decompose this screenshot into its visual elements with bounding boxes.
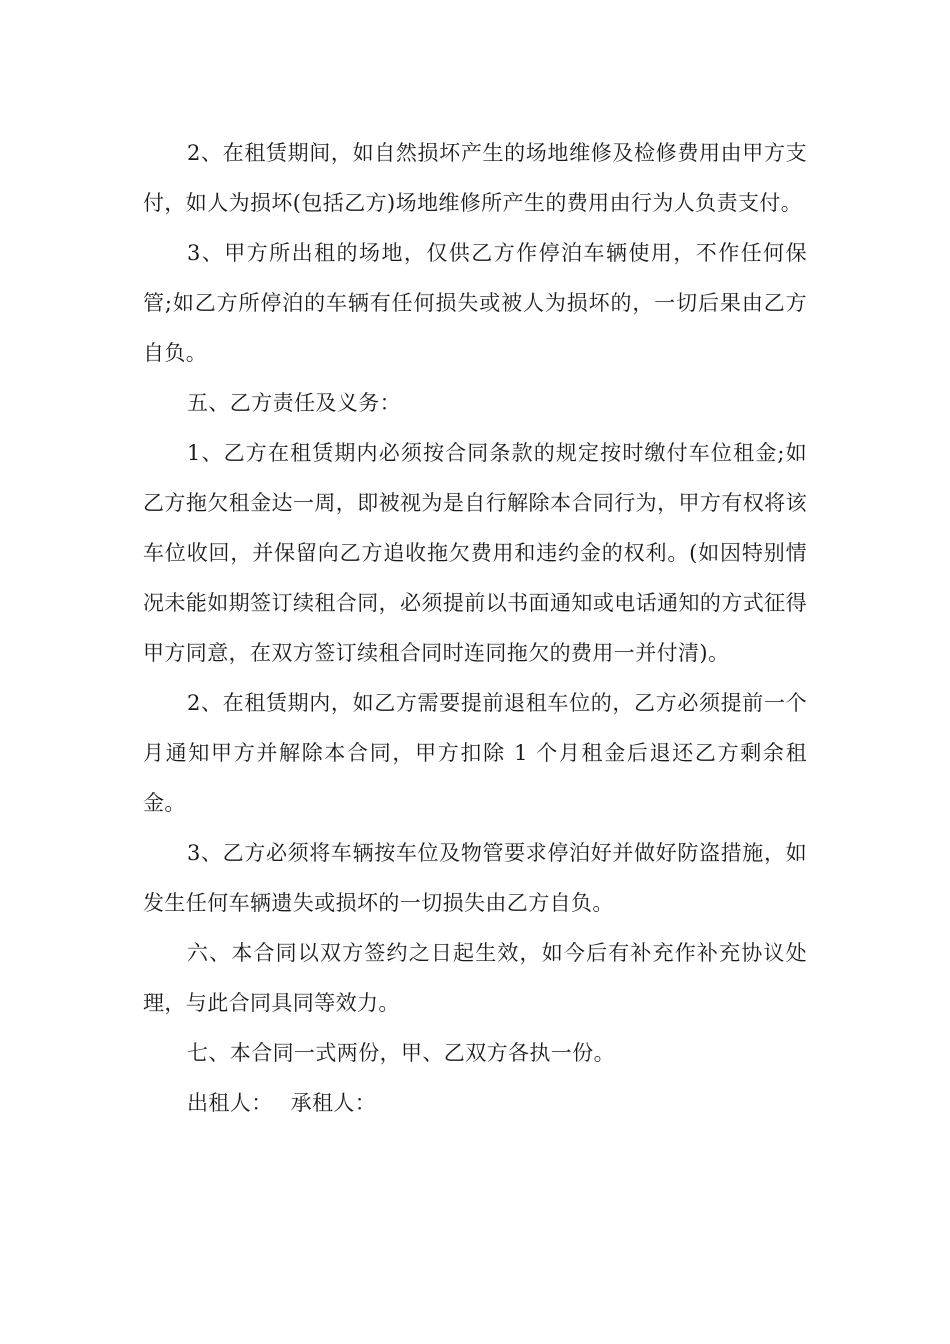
clause-copies: 七、本合同一式两份，甲、乙双方各执一份。	[187, 1041, 615, 1065]
contract-body	[143, 128, 807, 1128]
clause-damage-repair: 2、在租赁期间，如自然损坏产生的场地维修及检修费用由甲方支付，如人为损坏(包括乙方)场地维修所产生的费用由行为人负责支付。	[143, 141, 807, 215]
clause-rent-payment: 1、乙方在租赁期内必须按合同条款的规定按时缴付车位租金;如乙方拖欠租金达一周，即被视为是自行解除本合同行为，甲方有权将该车位收回，并保留向乙方追收拖欠费用和违约金的权利。(如因特别情况未能如期签订续租合同，必须提前以书面通知或电话通知的方式征得甲方同意，在双方签订续租合同时连同拖欠的费用一并付清)。	[143, 441, 807, 665]
clause-anti-theft: 3、乙方必须将车辆按车位及物管要求停泊好并做好防盗措施，如发生任何车辆遗失或损坏的一切损失由乙方自负。	[143, 841, 807, 915]
lessee-label: 承租人：	[290, 1091, 377, 1115]
clause-parking-use: 3、甲方所出租的场地，仅供乙方作停泊车辆使用，不作任何保管;如乙方所停泊的车辆有任何损失或被人为损坏的，一切后果由乙方自负。	[143, 241, 807, 365]
clause-effective-date: 六、本合同以双方签约之日起生效，如今后有补充作补充协议处理，与此合同具同等效力。	[143, 941, 807, 1015]
section-heading-lessee-duties: 五、乙方责任及义务：	[187, 391, 401, 415]
signature-line	[143, 1078, 807, 1128]
clause-early-termination: 2、在租赁期内，如乙方需要提前退租车位的，乙方必须提前一个月通知甲方并解除本合同，甲方扣除 1 个月租金后退还乙方剩余租金。	[143, 691, 807, 815]
lessor-label: 出租人：	[187, 1091, 273, 1115]
